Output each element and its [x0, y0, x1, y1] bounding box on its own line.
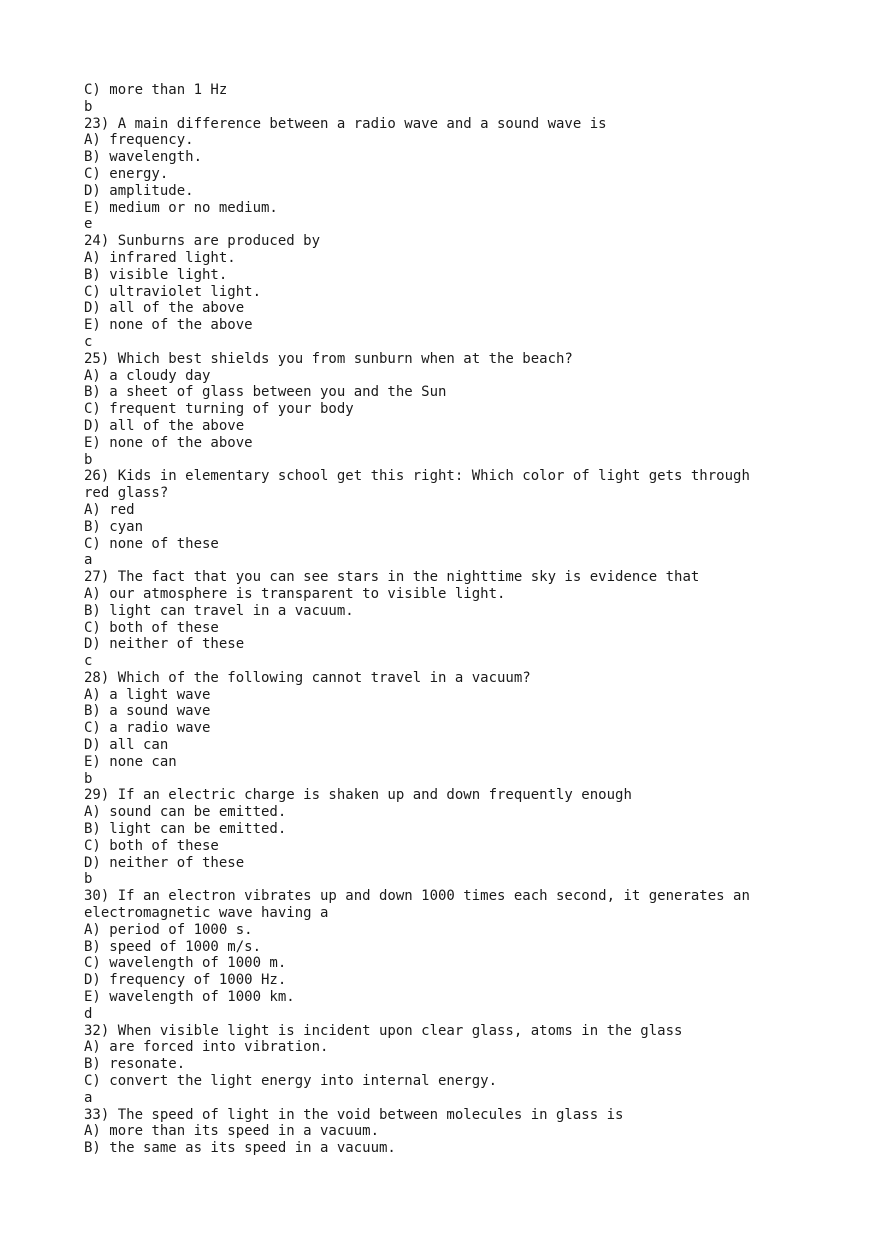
question-line: 25) Which best shields you from sunburn when at the beach? [84, 350, 573, 367]
option-line: E) none can [84, 753, 177, 770]
option-line: C) both of these [84, 837, 219, 854]
text-line: electromagnetic wave having a [84, 905, 329, 922]
option-line: D) neither of these [84, 854, 245, 871]
option-line: B) a sheet of glass between you and the Sun [84, 384, 447, 401]
option-line: A) red [84, 501, 135, 518]
option-line: B) visible light. [84, 266, 228, 283]
option-line: D) all can [84, 737, 169, 754]
option-line: C) frequent turning of your body [84, 401, 354, 418]
question-line: 32) When visible light is incident upon clear glass, atoms in the glass [84, 1022, 683, 1039]
option-line: C) more than 1 Hz [84, 82, 228, 98]
answer-key-line: c [84, 333, 93, 350]
answer-key-line: b [84, 770, 93, 787]
question-line: 26) Kids in elementary school get this right: Which color of light gets through [84, 468, 750, 485]
answer-key-line: b [84, 451, 93, 468]
option-line: B) cyan [84, 518, 144, 535]
question-line: 23) A main difference between a radio wave and a sound wave is [84, 115, 607, 132]
answer-key-line: c [84, 653, 93, 670]
option-line: C) both of these [84, 619, 219, 636]
answer-key-line: e [84, 216, 93, 233]
option-line: E) none of the above [84, 317, 253, 334]
option-line: B) light can be emitted. [84, 821, 287, 838]
option-line: A) more than its speed in a vacuum. [84, 1123, 380, 1140]
answer-key-line: a [84, 552, 93, 569]
answer-key-line: b [84, 871, 93, 888]
option-line: A) a cloudy day [84, 367, 211, 384]
option-line: B) resonate. [84, 1056, 186, 1073]
option-line: D) frequency of 1000 Hz. [84, 972, 287, 989]
option-line: E) none of the above [84, 434, 253, 451]
option-line: B) light can travel in a vacuum. [84, 602, 354, 619]
option-line: B) wavelength. [84, 149, 203, 166]
option-line: C) a radio wave [84, 720, 211, 737]
question-line: 30) If an electron vibrates up and down 1000 times each second, it generates an [84, 888, 750, 905]
option-line: B) speed of 1000 m/s. [84, 938, 262, 955]
option-line: D) amplitude. [84, 182, 194, 199]
option-line: C) wavelength of 1000 m. [84, 955, 287, 972]
option-line: C) energy. [84, 165, 169, 182]
option-line: A) infrared light. [84, 249, 236, 266]
option-line: A) frequency. [84, 132, 194, 149]
question-line: 28) Which of the following cannot travel in a vacuum? [84, 669, 531, 686]
option-line: B) a sound wave [84, 703, 211, 720]
option-line: A) a light wave [84, 686, 211, 703]
document-page [84, 82, 804, 1157]
option-line: E) wavelength of 1000 km. [84, 989, 295, 1006]
answer-key-line: a [84, 1089, 93, 1106]
option-line: A) period of 1000 s. [84, 921, 253, 938]
question-line: 27) The fact that you can see stars in the nighttime sky is evidence that [84, 569, 700, 586]
text-line: red glass? [84, 485, 169, 502]
answer-key-line: d [84, 1005, 93, 1022]
option-line: D) all of the above [84, 300, 245, 317]
option-line: E) medium or no medium. [84, 199, 278, 216]
option-line: A) are forced into vibration. [84, 1039, 329, 1056]
option-line: C) convert the light energy into internal energy. [84, 1073, 498, 1090]
question-line: 29) If an electric charge is shaken up and down frequently enough [84, 787, 632, 804]
option-line: A) sound can be emitted. [84, 804, 287, 821]
question-line: 33) The speed of light in the void between molecules in glass is [84, 1106, 624, 1123]
answer-key-line: b [84, 98, 93, 115]
option-line: D) all of the above [84, 417, 245, 434]
option-line: C) ultraviolet light. [84, 283, 262, 300]
question-line: 24) Sunburns are produced by [84, 233, 321, 250]
option-line: B) the same as its speed in a vacuum. [84, 1140, 396, 1157]
option-line: A) our atmosphere is transparent to visible light. [84, 585, 506, 602]
option-line: D) neither of these [84, 636, 245, 653]
option-line: C) none of these [84, 535, 219, 552]
